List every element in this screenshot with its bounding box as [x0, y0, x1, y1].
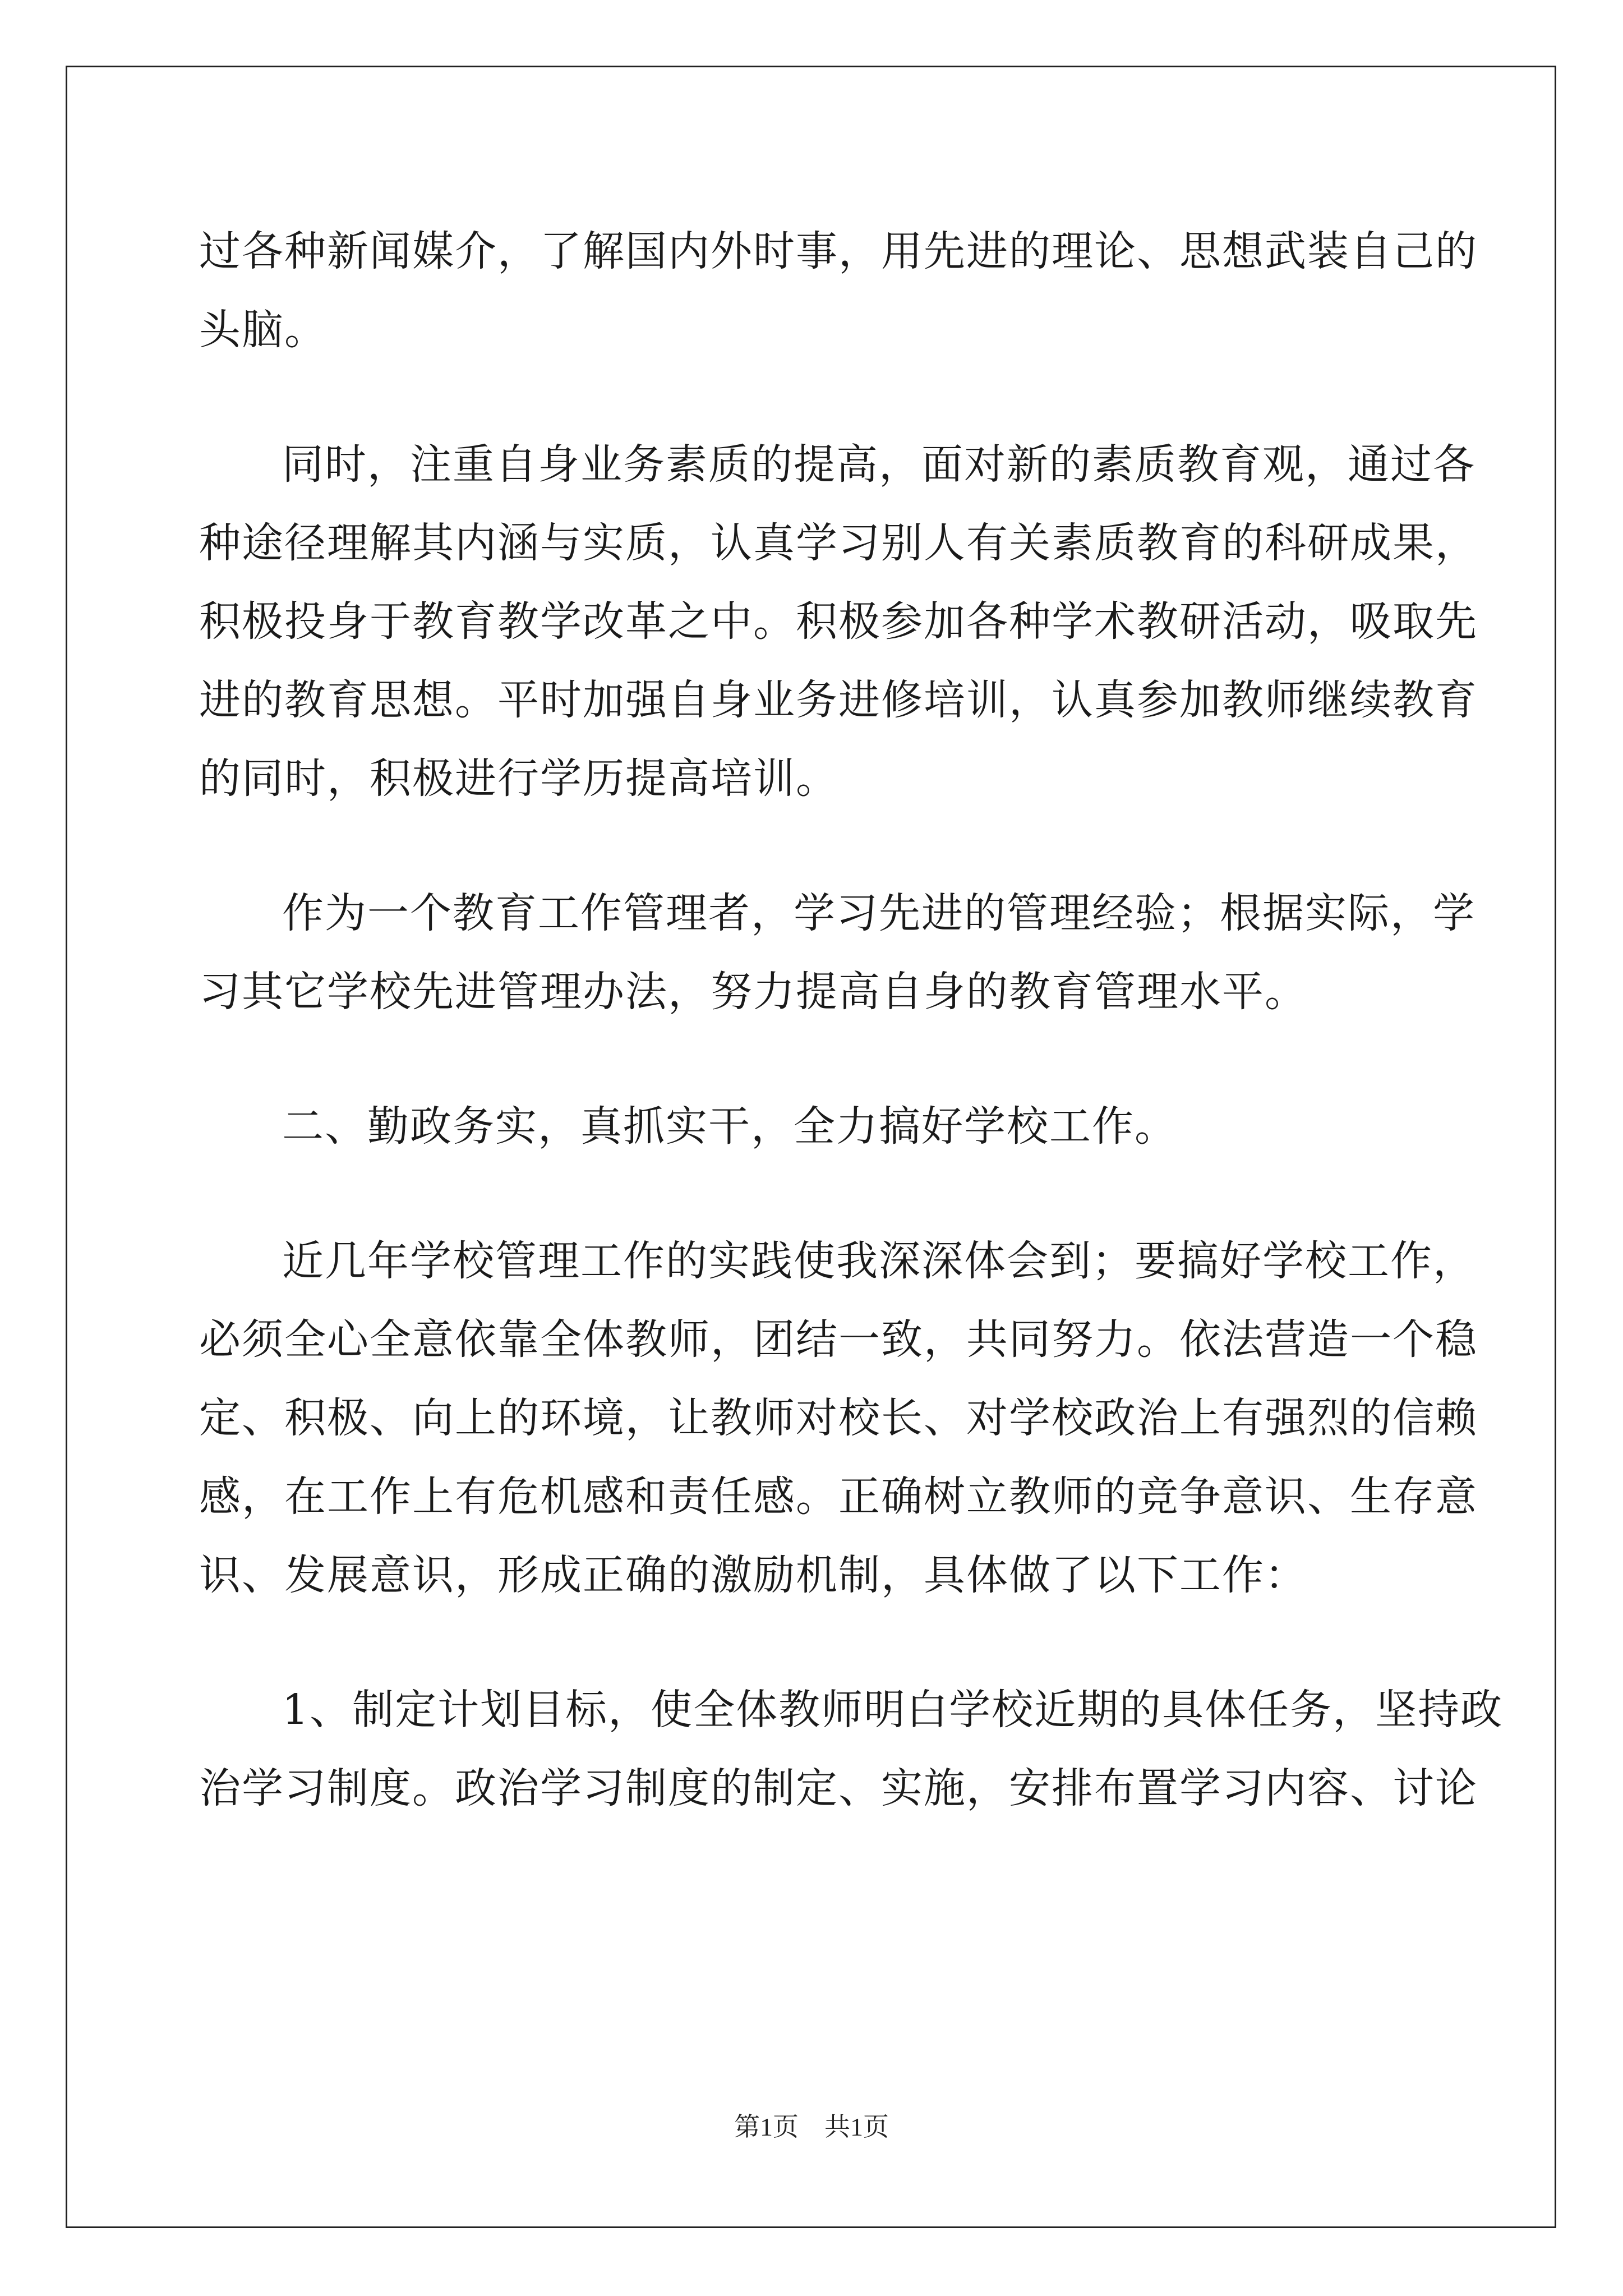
- text-line: 治学习制度。政治学习制度的制定、实施，安排布置学习内容、讨论: [199, 1764, 1478, 1812]
- text-line: 习其它学校先进管理办法，努力提高自身的教育管理水平。: [199, 968, 1307, 1016]
- text-line: 必须全心全意依靠全体教师，团结一致，共同努力。依法营造一个稳: [199, 1315, 1478, 1364]
- text-line: 种途径理解其内涵与实质，认真学习别人有关素质教育的科研成果，: [199, 519, 1478, 567]
- text-line: 过各种新闻媒介，了解国内外时事，用先进的理论、思想武装自己的: [199, 227, 1478, 275]
- text-line: 头脑。: [199, 306, 327, 354]
- paragraph-first-line: 近几年学校管理工作的实践使我深深体会到；要搞好学校工作，: [282, 1237, 1476, 1285]
- paragraph-first-line: 作为一个教育工作管理者，学习先进的管理经验；根据实际，学: [282, 889, 1476, 937]
- paragraph-first-line: 1、制定计划目标，使全体教师明白学校近期的具体任务，坚持政: [282, 1686, 1504, 1734]
- text-line: 定、积极、向上的环境，让教师对校长、对学校政治上有强烈的信赖: [199, 1394, 1478, 1442]
- text-line: 识、发展意识，形成正确的激励机制，具体做了以下工作：: [199, 1551, 1307, 1599]
- page-number-footer: 第1页 共1页: [734, 2113, 889, 2141]
- text-line: 进的教育思想。平时加强自身业务进修培训，认真参加教师继续教育: [199, 676, 1478, 724]
- text-line: 的同时，积极进行学历提高培训。: [199, 754, 838, 803]
- text-line: 积极投身于教育教学改革之中。积极参加各种学术教研活动，吸取先: [199, 597, 1478, 646]
- text-line: 感，在工作上有危机感和责任感。正确树立教师的竞争意识、生存意: [199, 1473, 1478, 1521]
- section-heading: 二、勤政务实，真抓实干，全力搞好学校工作。: [282, 1102, 1177, 1151]
- paragraph-first-line: 同时，注重自身业务素质的提高，面对新的素质教育观，通过各: [282, 440, 1476, 489]
